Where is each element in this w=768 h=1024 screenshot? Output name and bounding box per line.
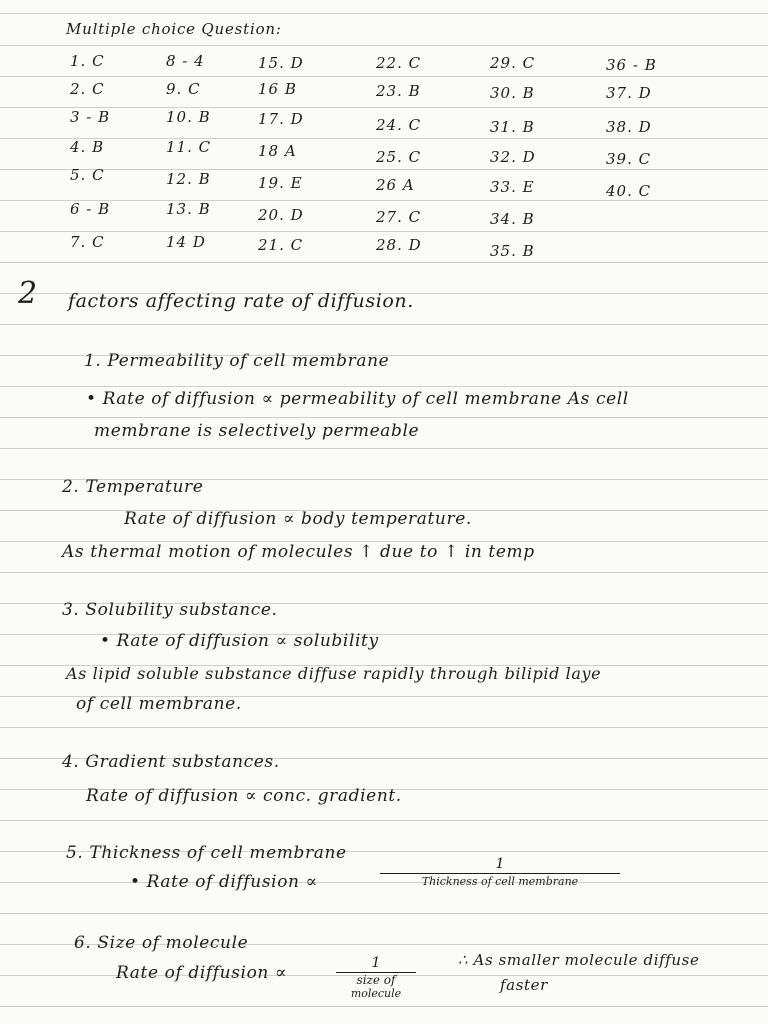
mcq-answer: 24. C	[376, 116, 422, 134]
factor-2-line-2: As thermal motion of molecules ↑ due to ↑ in temp	[62, 542, 535, 562]
mcq-answer: 28. D	[376, 236, 422, 254]
factor-6-numerator: 1	[371, 955, 381, 971]
mcq-answer: 26 A	[376, 176, 415, 194]
mcq-answer: 9. C	[166, 80, 201, 98]
mcq-answer: 21. C	[258, 236, 304, 254]
mcq-answer: 7. C	[70, 233, 105, 251]
section-number: 2	[18, 276, 38, 311]
factor-6-line-1: Rate of diffusion ∝	[116, 963, 288, 983]
mcq-answer: 39. C	[606, 150, 652, 168]
mcq-answer: 36 - B	[606, 56, 657, 74]
mcq-answer: 22. C	[376, 54, 422, 72]
factor-3-line-1: • Rate of diffusion ∝ solubility	[100, 631, 379, 651]
factor-6-denominator-1: size of	[356, 973, 396, 987]
mcq-answer: 40. C	[606, 182, 652, 200]
factor-6-note-2: faster	[500, 976, 548, 994]
mcq-answer: 19. E	[258, 174, 303, 192]
mcq-answer: 16 B	[258, 80, 297, 98]
mcq-answer: 4. B	[70, 138, 105, 156]
factor-1-line-2: membrane is selectively permeable	[94, 421, 420, 441]
mcq-answer: 33. E	[490, 178, 535, 196]
mcq-answer: 15. D	[258, 54, 304, 72]
mcq-answer: 27. C	[376, 208, 422, 226]
factor-5-line-1: • Rate of diffusion ∝	[130, 872, 318, 892]
mcq-answer: 14 D	[166, 233, 206, 251]
factor-2-heading: 2. Temperature	[62, 477, 204, 497]
mcq-answer: 38. D	[606, 118, 652, 136]
mcq-answer: 32. D	[490, 148, 536, 166]
factor-6-denominator-2: molecule	[350, 987, 402, 1000]
factor-5-fraction	[380, 856, 620, 888]
mcq-answer: 2. C	[70, 80, 105, 98]
mcq-answer: 35. B	[490, 242, 535, 260]
factor-3-line-3: of cell membrane.	[76, 694, 242, 714]
section-title: factors affecting rate of diffusion.	[68, 290, 414, 312]
mcq-answer: 3 - B	[70, 108, 111, 126]
mcq-answer: 10. B	[166, 108, 211, 126]
mcq-answer: 17. D	[258, 110, 304, 128]
factor-4-line-1: Rate of diffusion ∝ conc. gradient.	[86, 786, 402, 806]
mcq-answer: 13. B	[166, 200, 211, 218]
mcq-answer: 34. B	[490, 210, 535, 228]
mcq-answer: 5. C	[70, 166, 105, 184]
factor-5-denominator: Thickness of cell membrane	[421, 875, 579, 888]
mcq-answer: 11. C	[166, 138, 212, 156]
factor-1-heading: 1. Permeability of cell membrane	[84, 351, 390, 371]
mcq-answer: 8 - 4	[166, 52, 205, 70]
mcq-title: Multiple choice Question:	[66, 20, 282, 38]
factor-5-heading: 5. Thickness of cell membrane	[66, 843, 347, 863]
factor-4-heading: 4. Gradient substances.	[62, 752, 280, 772]
factor-1-line-1: • Rate of diffusion ∝ permeability of cell membrane As cell	[86, 389, 629, 409]
mcq-answer: 23. B	[376, 82, 421, 100]
mcq-answer: 18 A	[258, 142, 297, 160]
factor-6-note-1: ∴ As smaller molecule diffuse	[458, 951, 700, 969]
mcq-answer: 12. B	[166, 170, 211, 188]
mcq-answer: 31. B	[490, 118, 535, 136]
mcq-answer: 6 - B	[70, 200, 111, 218]
mcq-answer: 29. C	[490, 54, 536, 72]
mcq-answer: 37. D	[606, 84, 652, 102]
factor-6-fraction	[336, 955, 416, 1000]
mcq-answer: 25. C	[376, 148, 422, 166]
mcq-answer: 30. B	[490, 84, 535, 102]
factor-6-heading: 6. Size of molecule	[74, 933, 249, 953]
factor-3-heading: 3. Solubility substance.	[62, 600, 278, 620]
fraction-bar	[380, 873, 620, 874]
factor-5-numerator: 1	[495, 856, 505, 872]
factor-2-line-1: Rate of diffusion ∝ body temperature.	[124, 509, 472, 529]
mcq-answer: 20. D	[258, 206, 304, 224]
factor-3-line-2: As lipid soluble substance diffuse rapidly through bilipid laye	[66, 664, 602, 683]
mcq-answer: 1. C	[70, 52, 105, 70]
